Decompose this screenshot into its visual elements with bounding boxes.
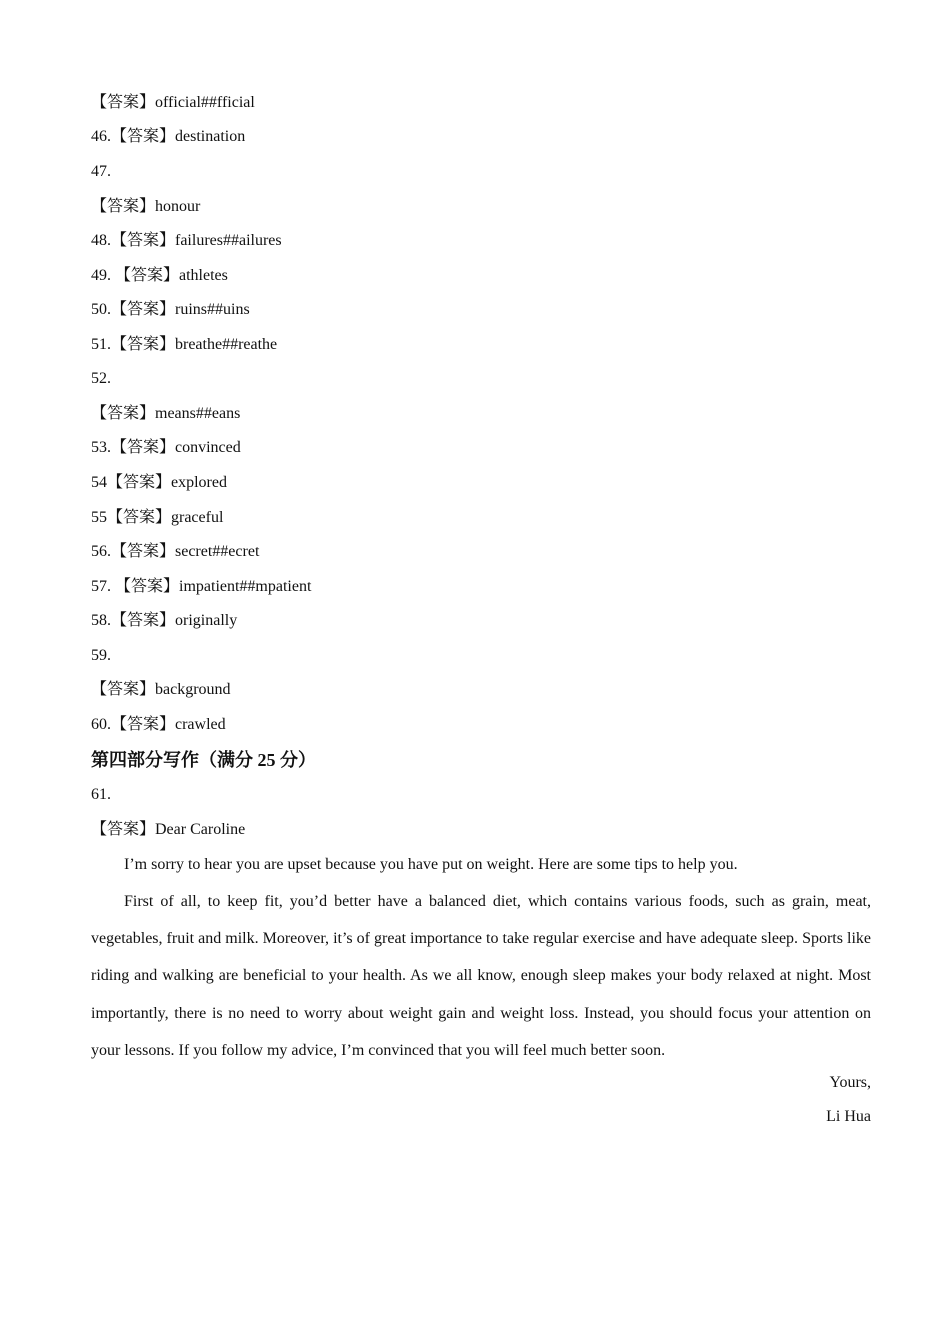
answer-line-46: 46.【答案】destination [91, 128, 246, 145]
question-number-47: 47. [91, 163, 111, 180]
question-number-59: 59. [91, 647, 111, 664]
answer-line-60: 60.【答案】crawled [91, 716, 226, 733]
answer-line-55: 55【答案】graceful [91, 509, 224, 526]
answer-line-57: 57. 【答案】impatient##mpatient [91, 578, 312, 595]
answer-line-51: 51.【答案】breathe##reathe [91, 336, 278, 353]
essay-paragraph-2: First of all, to keep fit, you’d better have a balanced diet, which contains various foods, such as grain, meat, vegetables, fruit and milk. Moreover, it’s of great importance to take regular exercise and have adequate sleep. Sports like riding and walking are beneficial to your health. As we all know, enough sleep makes your body relaxed at night. Most importantly, there is no need to worry about weight gain and weight loss. Instead, you should focus your attention on your lessons. If you follow my advice, I’m convinced that you will feel much better soon. [91, 893, 871, 1059]
answer-line-52: 【答案】means##eans [91, 405, 241, 422]
question-number-61: 61. [91, 786, 111, 803]
answer-line-59: 【答案】background [91, 681, 231, 698]
answer-line-54: 54【答案】explored [91, 474, 227, 491]
essay-paragraph-1: I’m sorry to hear you are upset because you have put on weight. Here are some tips to help you. [124, 856, 738, 873]
section-title-writing: 第四部分写作（满分 25 分） [91, 750, 316, 770]
answer-line-56: 56.【答案】secret##ecret [91, 543, 260, 560]
answer-line-53: 53.【答案】convinced [91, 439, 241, 456]
answer-line-50: 50.【答案】ruins##uins [91, 301, 250, 318]
answer-line-48: 48.【答案】failures##ailures [91, 232, 282, 249]
answer-line-47: 【答案】honour [91, 198, 201, 215]
answer-line-45: 【答案】official##fficial [91, 94, 255, 111]
closing-yours: Yours, [829, 1074, 871, 1091]
essay-body [91, 846, 871, 1069]
answer-greeting: 【答案】Dear Caroline [91, 821, 246, 838]
answer-line-49: 49. 【答案】athletes [91, 267, 228, 284]
signature-name: Li Hua [826, 1108, 871, 1125]
question-number-52: 52. [91, 370, 111, 387]
answer-line-58: 58.【答案】originally [91, 612, 238, 629]
